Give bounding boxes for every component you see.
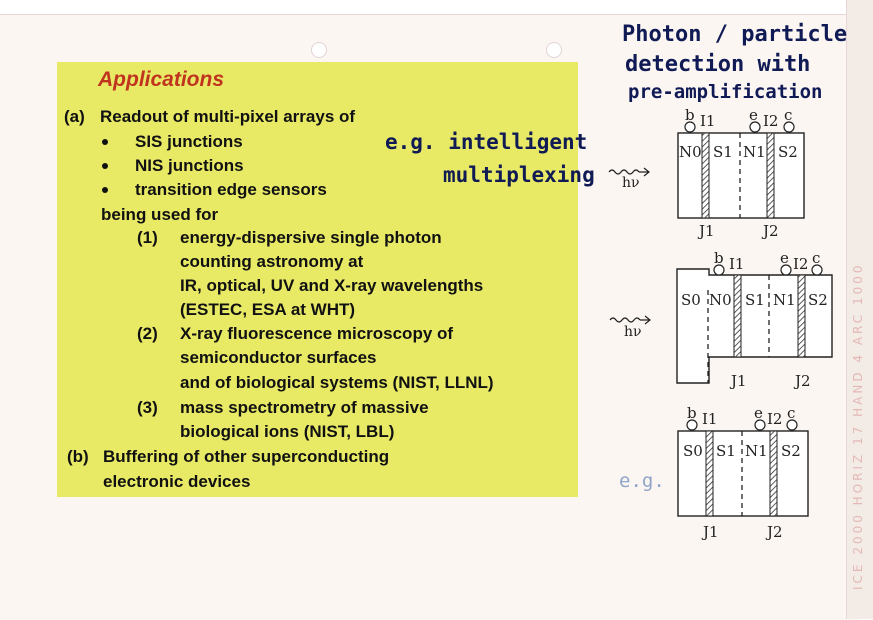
photon-wave — [610, 318, 640, 322]
item-2-num: (2) — [137, 324, 158, 343]
label-c: c — [784, 106, 793, 124]
region-S1: S1 — [716, 442, 736, 460]
label-I2: I2 — [767, 410, 783, 428]
label-J2: J2 — [767, 523, 783, 541]
item-b-line: Buffering of other superconducting — [103, 447, 390, 466]
region-S0: S0 — [681, 291, 701, 309]
item-b-label: (b) — [67, 447, 89, 466]
label-e: e — [780, 249, 789, 267]
region-S1: S1 — [745, 291, 765, 309]
label-I1: I1 — [702, 410, 718, 428]
photon-wave — [609, 170, 639, 174]
region-S0: S0 — [683, 442, 703, 460]
diagram-1 — [609, 106, 804, 240]
diagram-3 — [678, 404, 808, 541]
label-J1: J1 — [731, 372, 747, 390]
item-2-line: X-ray fluorescence microscopy of — [180, 324, 454, 343]
item-1-num: (1) — [137, 228, 158, 247]
handwritten-heading-2: detection with — [625, 52, 811, 77]
bullet-tes: transition edge sensors — [135, 180, 327, 199]
label-J2: J2 — [763, 222, 779, 240]
item-a-label: (a) — [64, 107, 85, 126]
label-I2: I2 — [763, 112, 779, 130]
item-3-line: biological ions (NIST, LBL) — [180, 422, 395, 441]
junction-barrier — [798, 275, 805, 357]
device-body — [677, 269, 832, 383]
handwritten-heading-3: pre-amplification — [628, 81, 823, 103]
item-2-line: semiconductor surfaces — [180, 348, 377, 367]
label-J1: J1 — [699, 222, 715, 240]
label-I2: I2 — [793, 255, 809, 273]
label-b: b — [687, 404, 697, 422]
region-N1: N1 — [743, 143, 766, 161]
bullet-nis: NIS junctions — [135, 156, 244, 175]
bullet-sis: SIS junctions — [135, 132, 243, 151]
junction-barrier — [706, 431, 713, 516]
item-1-line: energy-dispersive single photon — [180, 228, 442, 247]
region-N1: N1 — [745, 442, 768, 460]
label-b: b — [714, 249, 724, 267]
region-S2: S2 — [808, 291, 828, 309]
region-N1: N1 — [773, 291, 796, 309]
item-b-line: electronic devices — [103, 472, 251, 491]
region-N0: N0 — [709, 291, 732, 309]
item-a-text: Readout of multi-pixel arrays of — [100, 107, 356, 126]
region-S2: S2 — [778, 143, 798, 161]
label-J1: J1 — [703, 523, 719, 541]
being-used-for: being used for — [101, 205, 219, 224]
photon-label: hν — [622, 175, 640, 191]
region-S2: S2 — [781, 442, 801, 460]
label-J2: J2 — [795, 372, 811, 390]
item-3-line: mass spectrometry of massive — [180, 398, 429, 417]
item-3-num: (3) — [137, 398, 158, 417]
junction-barrier — [767, 133, 774, 218]
handwritten-note-2: multiplexing — [443, 163, 595, 187]
item-1-line: IR, optical, UV and X-ray wavelengths — [180, 276, 484, 295]
label-b: b — [685, 106, 695, 124]
label-c: c — [812, 249, 821, 267]
applications-title: Applications — [98, 68, 225, 91]
label-I1: I1 — [729, 255, 745, 273]
junction-barrier — [702, 133, 709, 218]
region-S1: S1 — [713, 143, 733, 161]
photon-arrow — [640, 316, 650, 324]
label-I1: I1 — [700, 112, 716, 130]
item-1-line: counting astronomy at — [180, 252, 364, 271]
photon-arrow — [639, 168, 649, 176]
handwritten-heading-1: Photon / particle — [622, 22, 848, 47]
junction-barrier — [770, 431, 777, 516]
label-e: e — [749, 106, 758, 124]
handwritten-eg: e.g. — [619, 470, 665, 492]
label-e: e — [754, 404, 763, 422]
item-1-line: (ESTEC, ESA at WHT) — [180, 300, 356, 319]
photon-label: hν — [624, 324, 642, 340]
edge-print: ICE 2000 HORIZ 17 HAND 4 ARC 1000 — [851, 262, 865, 590]
diagram-2 — [610, 249, 832, 390]
junction-barrier — [734, 275, 741, 357]
label-c: c — [787, 404, 796, 422]
item-2-line: and of biological systems (NIST, LLNL) — [180, 373, 494, 392]
handwritten-note-1: e.g. intelligent — [385, 130, 588, 154]
region-N0: N0 — [679, 143, 702, 161]
